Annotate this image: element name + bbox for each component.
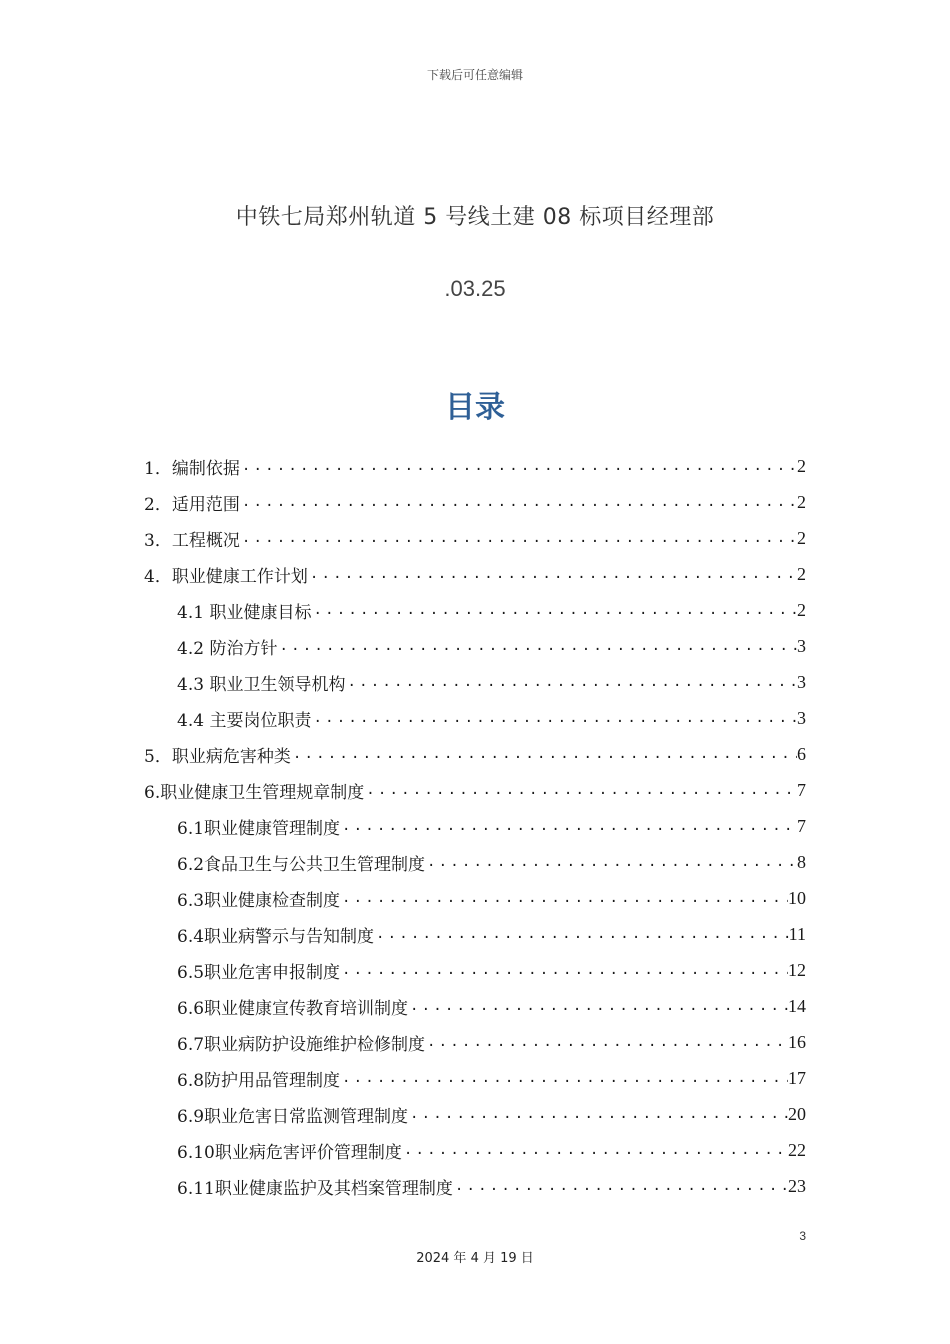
- toc-entry-label: 4.1 职业健康目标: [177, 602, 312, 623]
- toc-entry-page: 20: [788, 1103, 806, 1124]
- toc-entry-page: 14: [788, 995, 806, 1016]
- toc-entry-label: 4.4 主要岗位职责: [177, 710, 312, 731]
- toc-entry-label: 6.4职业病警示与告知制度: [177, 926, 375, 947]
- header-note: 下载后可任意编辑: [426, 68, 523, 82]
- toc-entry-label: 4.2 防治方针: [177, 638, 278, 659]
- toc-dot-leader: [408, 998, 788, 1014]
- toc-entry-page: 7: [797, 779, 806, 800]
- toc-dot-leader: [425, 854, 797, 870]
- toc-entry-label: 5．职业病危害种类: [144, 746, 291, 767]
- toc-entry-page: 2: [797, 491, 806, 512]
- toc-entry-page: 6: [797, 743, 806, 764]
- toc-entry-page: 11: [788, 923, 806, 944]
- toc-entry-page: 2: [797, 599, 806, 620]
- toc-dot-leader: [291, 746, 797, 762]
- toc-entry[interactable]: [177, 666, 806, 698]
- toc-dot-leader: [340, 962, 788, 978]
- toc-entry[interactable]: [144, 522, 806, 554]
- toc-entry-page: 17: [788, 1067, 806, 1088]
- toc-dot-leader: [311, 710, 797, 726]
- toc-entry-page: 3: [797, 635, 806, 656]
- toc-entry-label: 6.1职业健康管理制度: [177, 818, 341, 839]
- toc-entry-label: 6.3职业健康检查制度: [177, 890, 341, 911]
- toc-entry[interactable]: [177, 702, 806, 734]
- toc-entry-label: 3．工程概况: [144, 530, 240, 551]
- toc-dot-leader: [402, 1142, 788, 1158]
- toc-dot-leader: [311, 602, 797, 618]
- toc-dot-leader: [364, 782, 797, 798]
- toc-entry-label: 6.8防护用品管理制度: [177, 1070, 341, 1091]
- toc-entry-page: 10: [788, 887, 806, 908]
- toc-entry-page: 8: [797, 851, 806, 872]
- toc-dot-leader: [340, 1070, 788, 1086]
- page-number: 3: [799, 1229, 806, 1243]
- toc-entry[interactable]: [177, 630, 806, 662]
- toc-entry-label: 6.11职业健康监护及其档案管理制度: [177, 1178, 453, 1199]
- toc-entry[interactable]: [177, 990, 806, 1022]
- toc-entry[interactable]: [177, 810, 806, 842]
- toc-dot-leader: [240, 458, 797, 474]
- toc-dot-leader: [425, 1034, 788, 1050]
- toc-entry-page: 22: [788, 1139, 806, 1160]
- toc-dot-leader: [374, 926, 789, 942]
- toc-entry-page: 16: [788, 1031, 806, 1052]
- toc-dot-leader: [240, 494, 797, 510]
- toc-dot-leader: [408, 1106, 788, 1122]
- toc-entry-label: 6.9职业危害日常监测管理制度: [177, 1106, 409, 1127]
- toc-entry[interactable]: [177, 1098, 806, 1130]
- toc-entry[interactable]: [177, 1134, 806, 1166]
- toc-entry-label: 1．编制依据: [144, 458, 240, 479]
- toc-entry-label: 6.10职业病危害评价管理制度: [177, 1142, 402, 1163]
- toc-entry-page: 2: [797, 563, 806, 584]
- toc-dot-leader: [308, 566, 797, 582]
- document-date: .03.25: [444, 276, 506, 301]
- toc-dot-leader: [240, 530, 797, 546]
- toc-entry-page: 23: [788, 1175, 806, 1196]
- toc-entry[interactable]: [144, 738, 806, 770]
- toc-entry-page: 3: [797, 671, 806, 692]
- toc-entry-page: 2: [797, 527, 806, 548]
- toc-entry-label: 4．职业健康工作计划: [144, 566, 308, 587]
- toc-entry[interactable]: [144, 450, 806, 482]
- toc-entry[interactable]: [177, 954, 806, 986]
- toc-entry[interactable]: [177, 594, 806, 626]
- toc-entry[interactable]: [144, 486, 806, 518]
- toc-entry[interactable]: [177, 1170, 806, 1202]
- toc-entry[interactable]: [177, 1026, 806, 1058]
- toc-entry-page: 12: [788, 959, 806, 980]
- toc-entry-page: 2: [797, 455, 806, 476]
- toc-entry-page: 3: [797, 707, 806, 728]
- toc-entry-label: 6.7职业病防护设施维护检修制度: [177, 1034, 426, 1055]
- toc-entry[interactable]: [144, 774, 806, 806]
- toc-entry-label: 4.3 职业卫生领导机构: [177, 674, 346, 695]
- organization-title: 中铁七局郑州轨道 5 号线土建 08 标项目经理部: [235, 205, 715, 230]
- toc-entry-label: 6.职业健康卫生管理规章制度: [144, 782, 365, 803]
- toc-dot-leader: [340, 890, 788, 906]
- toc-entry-label: 6.5职业危害申报制度: [177, 962, 341, 983]
- toc-dot-leader: [277, 638, 797, 654]
- toc-dot-leader: [340, 818, 797, 834]
- footer-date: 2024 年 4 月 19 日: [416, 1251, 534, 1266]
- toc-entry-label: 2．适用范围: [144, 494, 240, 515]
- toc-entry[interactable]: [177, 846, 806, 878]
- toc-heading: 目录: [445, 390, 505, 425]
- toc-entry-label: 6.2食品卫生与公共卫生管理制度: [177, 854, 426, 875]
- toc-dot-leader: [453, 1178, 788, 1194]
- toc-entry[interactable]: [144, 558, 806, 590]
- toc-entry[interactable]: [177, 882, 806, 914]
- toc-entry[interactable]: [177, 1062, 806, 1094]
- toc-entry[interactable]: [177, 918, 806, 950]
- toc-entry-label: 6.6职业健康宣传教育培训制度: [177, 998, 409, 1019]
- toc-entry-page: 7: [797, 815, 806, 836]
- toc-dot-leader: [345, 674, 797, 690]
